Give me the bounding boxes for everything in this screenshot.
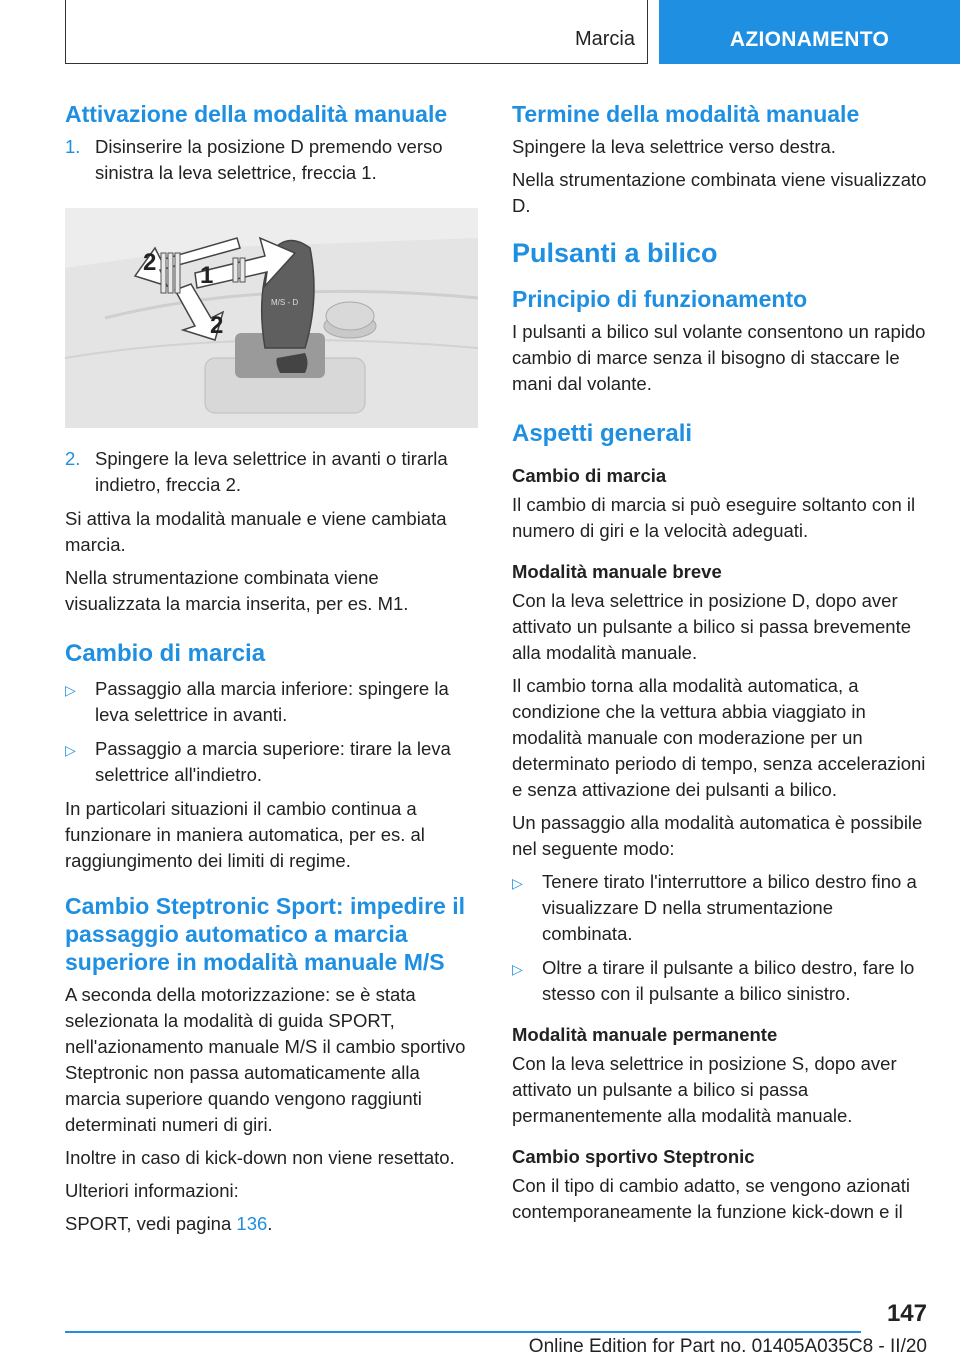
paragraph: In particolari situazioni il cambio continua a funzionare in maniera automatica, per es. al raggiungimento dei limiti di regime.: [65, 798, 425, 871]
bullet-item: [65, 736, 478, 788]
paragraph: Nella strumentazione combinata viene visualizzata la marcia inserita, per es. M1.: [65, 567, 409, 614]
paragraph: Inoltre in caso di kick-down non viene resettato.: [65, 1147, 455, 1168]
bullet-triangle-icon: ▷: [512, 961, 523, 977]
heading-manual-activation: Attivazione della modalità manuale: [65, 101, 448, 127]
bullet-text: Passaggio a marcia superiore: tirare la leva selettrice all'indietro.: [95, 738, 451, 785]
bullet-item: [512, 869, 927, 947]
arrow-label-2-top: 2: [143, 249, 157, 276]
right-column: [512, 100, 927, 1232]
paragraph: Ulteriori informazioni:: [65, 1180, 239, 1201]
paragraph: Il cambio di marcia si può eseguire soltanto con il numero di giri e la velocità adeguati.: [512, 494, 916, 541]
bullet-item: [65, 676, 478, 728]
gear-label: M/S - D: [271, 298, 299, 307]
page-number: 147: [886, 1300, 927, 1327]
paragraph: Con la leva selettrice in posizione S, dopo aver attivato un pulsante a bilico si passa permanentemente alla modalità manuale.: [512, 1053, 897, 1126]
bullet-triangle-icon: ▷: [512, 875, 523, 891]
heading-principle: Principio di funzionamento: [512, 286, 808, 312]
heading-gear-change: Cambio di marcia: [65, 640, 266, 667]
paragraph: Con il tipo di cambio adatto, se vengono azionati contemporaneamente la funzione kick-down e il: [512, 1175, 911, 1222]
bullet-text: Passaggio alla marcia inferiore: spingere la leva selettrice in avanti.: [95, 678, 449, 725]
heading-paddles: Pulsanti a bilico: [512, 238, 718, 268]
subheading-sport-steptronic: Cambio sportivo Steptronic: [512, 1146, 755, 1167]
reference-text: SPORT, vedi pagina: [65, 1213, 237, 1234]
paragraph: Un passaggio alla modalità automatica è possibile nel seguente modo:: [512, 812, 923, 859]
subheading-gear-change: Cambio di marcia: [512, 465, 667, 486]
paragraph: Il cambio torna alla modalità automatica, a condizione che la vettura abbia viaggiato in modalità manuale con moderazione per un determinato periodo di tempo, senza accelerazioni e senza attivazione dei pulsanti a bilico.: [512, 675, 926, 800]
header-section-box: [65, 0, 648, 64]
heading-steptronic-sport: Cambio Steptronic Sport: impedire il passaggio automatico a marcia superiore in modalità manuale M/S: [65, 893, 465, 975]
header-section-title: Marcia: [574, 28, 635, 50]
step-number: 1.: [65, 136, 81, 157]
gear-selector-illustration: [65, 208, 478, 428]
bullet-triangle-icon: ▷: [65, 742, 76, 758]
page-link[interactable]: 136: [236, 1213, 268, 1234]
step-number: 2.: [65, 448, 81, 469]
paragraph: Spingere la leva selettrice verso destra.: [512, 136, 836, 157]
header-chapter-label: AZIONAMENTO: [729, 28, 890, 51]
subheading-short-manual: Modalità manuale breve: [512, 561, 722, 582]
bullet-item: [512, 955, 927, 1007]
left-column: [65, 100, 478, 1244]
bullet-triangle-icon: ▷: [65, 682, 76, 698]
step-1: [65, 134, 478, 186]
paragraph: A seconda della motorizzazione: se è stata selezionata la modalità di guida SPORT, nell'azionamento manuale M/S il cambio sportivo Steptronic non passa automaticamente alla marcia superiore quando vengono raggiunti determinati numeri di giri.: [65, 984, 466, 1135]
footer-divider: [65, 1331, 861, 1333]
step-text: Spingere la leva selettrice in avanti o tirarla indietro, freccia 2.: [95, 448, 448, 495]
heading-manual-end: Termine della modalità manuale: [512, 101, 860, 127]
step-text: Disinserire la posizione D premendo verso sinistra la leva selettrice, freccia 1.: [95, 136, 443, 183]
footer-edition: Online Edition for Part no. 01405A035C8 - II/20: [528, 1336, 927, 1357]
heading-general: Aspetti generali: [512, 420, 693, 447]
arrow-label-1: 1: [200, 262, 214, 289]
paragraph-reference: [65, 1211, 478, 1237]
paragraph: I pulsanti a bilico sul volante consentono un rapido cambio di marce senza il bisogno di staccare le mani dal volante.: [512, 321, 926, 394]
reference-end: .: [267, 1213, 273, 1234]
bullet-text: Oltre a tirare il pulsante a bilico destro, fare lo stesso con il pulsante a bilico sinistro.: [542, 957, 915, 1004]
paragraph: Nella strumentazione combinata viene visualizzato D.: [512, 169, 927, 216]
subheading-permanent-manual: Modalità manuale permanente: [512, 1024, 778, 1045]
gear-selector-drawing: [65, 208, 478, 428]
step-2: [65, 446, 478, 498]
header-chapter-tab: [659, 0, 960, 64]
paragraph: Si attiva la modalità manuale e viene cambiata marcia.: [65, 508, 447, 555]
paragraph: Con la leva selettrice in posizione D, dopo aver attivato un pulsante a bilico si passa brevemente alla modalità manuale.: [512, 590, 912, 663]
arrow-label-2-bottom: 2: [210, 312, 224, 339]
bullet-text: Tenere tirato l'interruttore a bilico destro fino a visualizzare D nella strumentazione combinata.: [542, 871, 917, 944]
